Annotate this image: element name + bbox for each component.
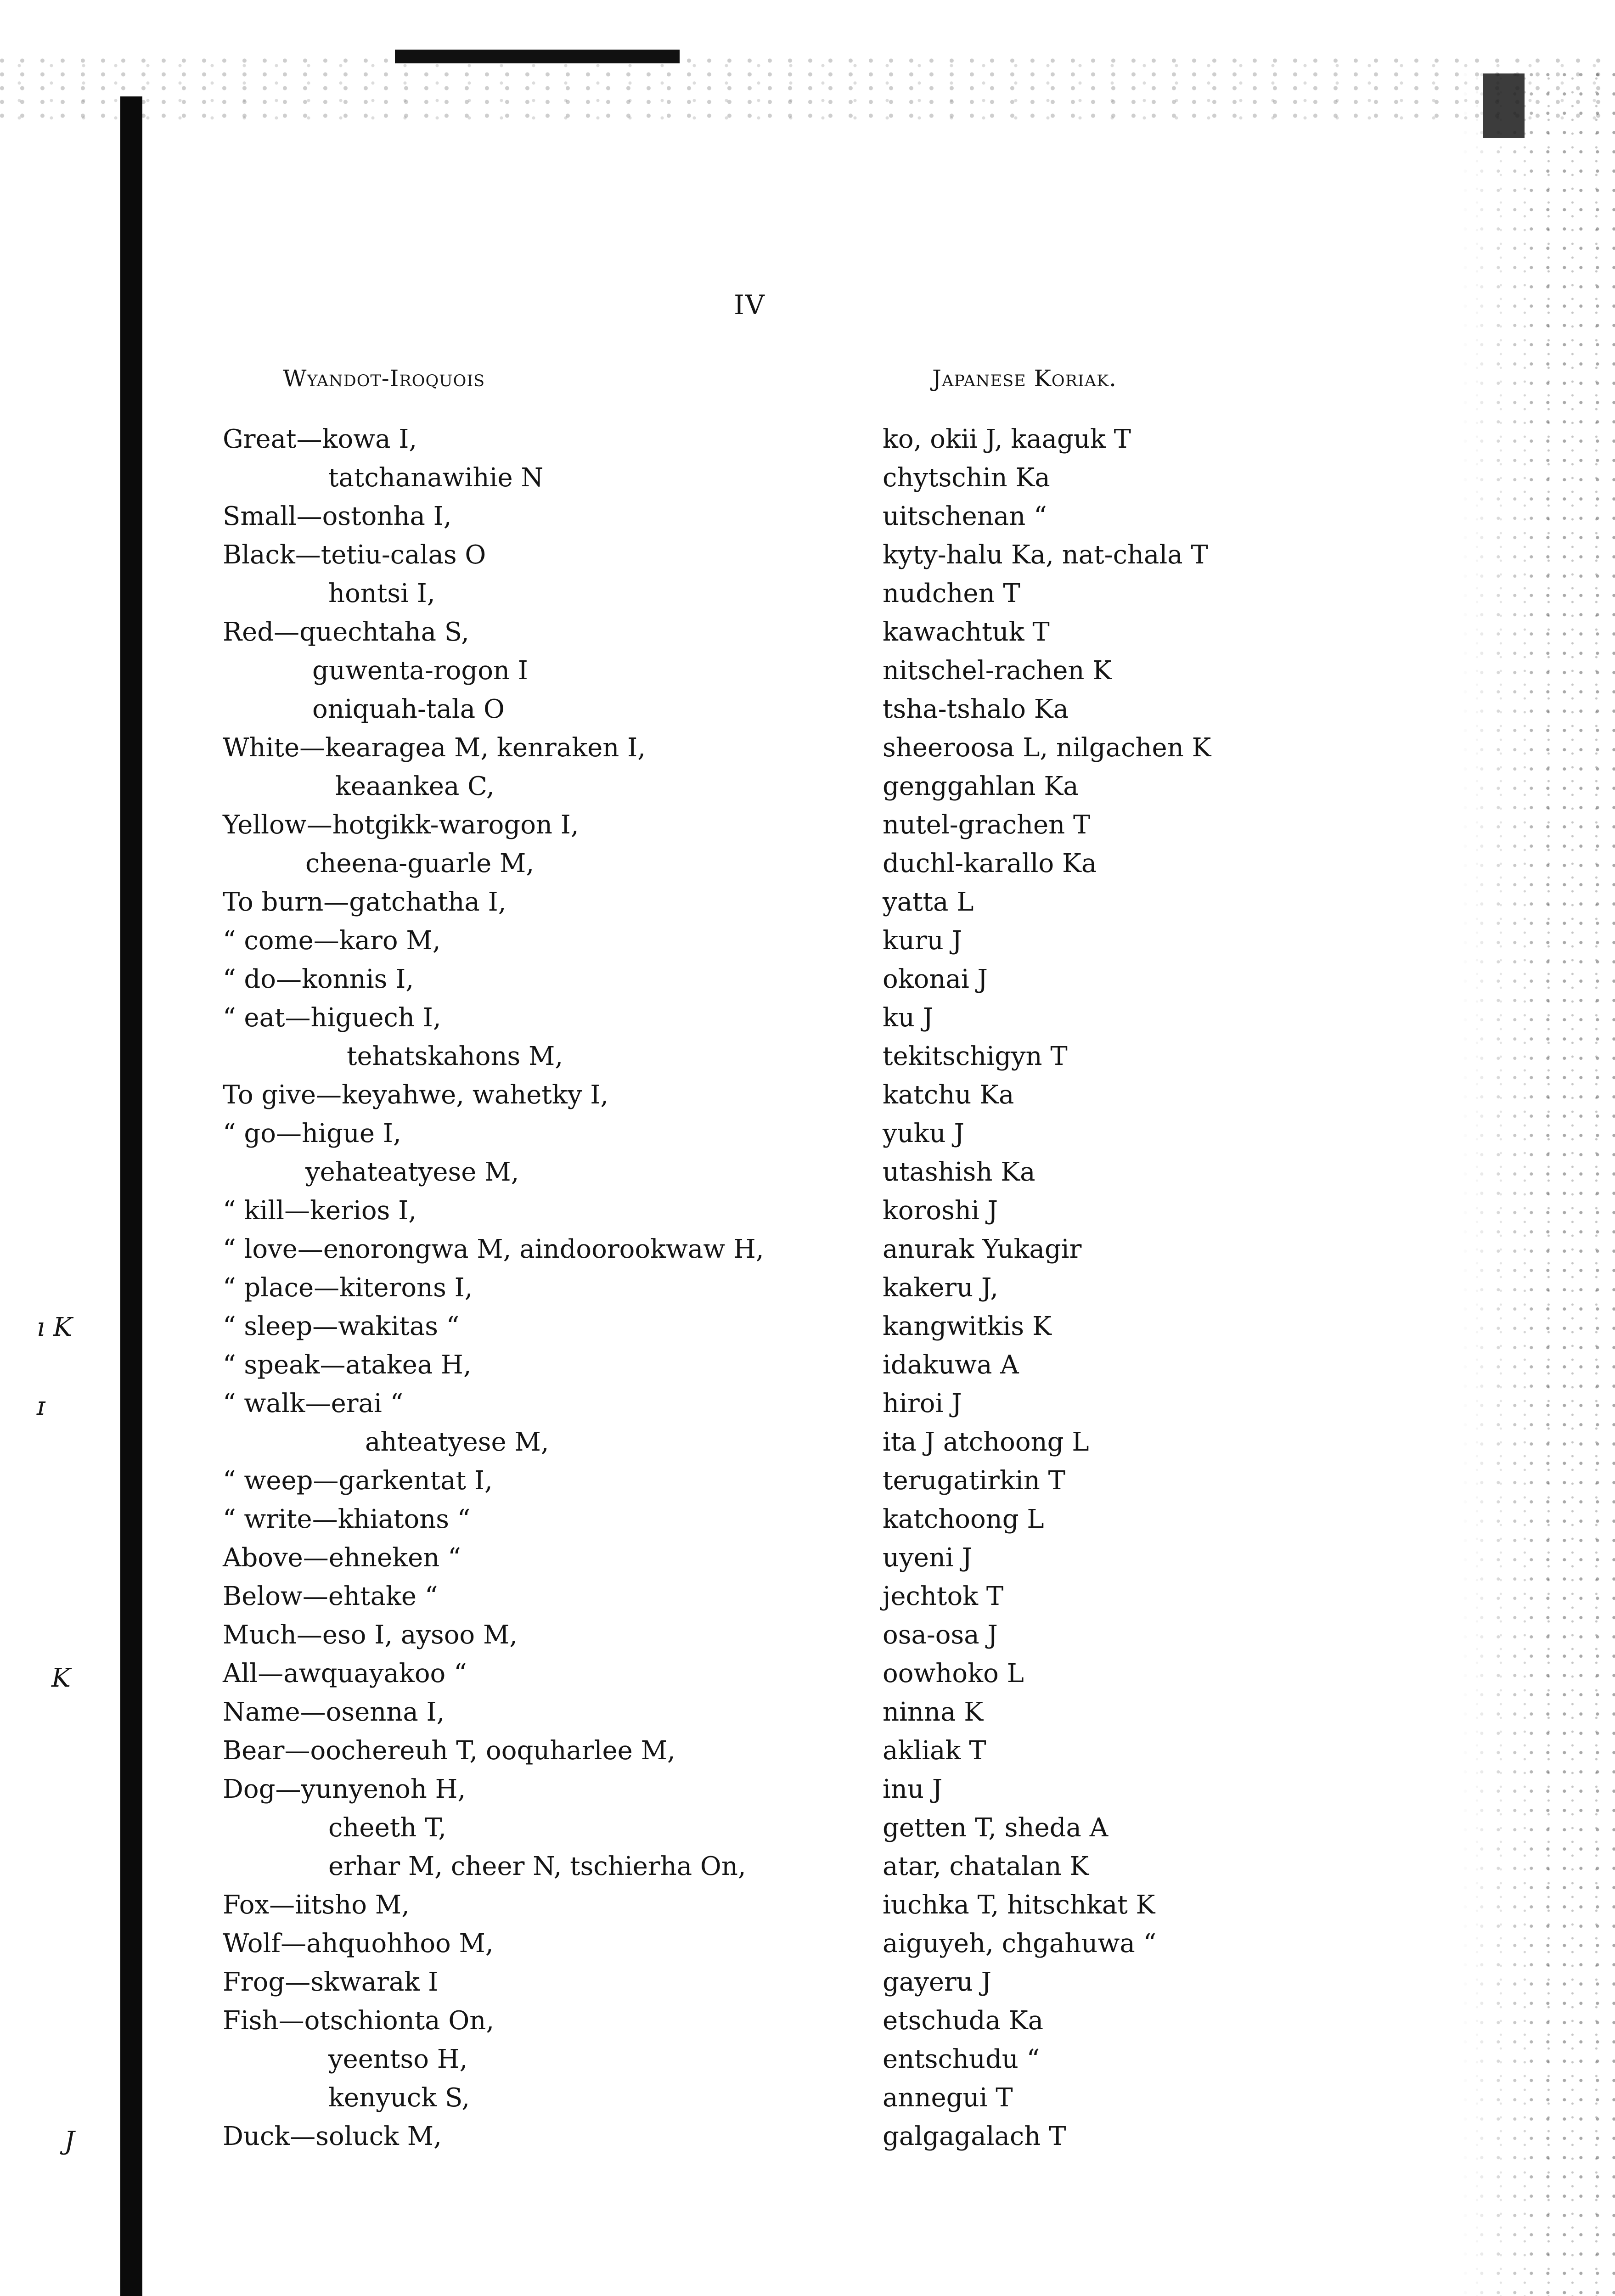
- entry-row: Fish—otschionta On,: [223, 2006, 495, 2036]
- entry-row: okonai J: [883, 964, 988, 994]
- entry-row: osa-osa J: [883, 1620, 998, 1650]
- entry-row: aiguyeh, chgahuwa “: [883, 1929, 1157, 1958]
- entry-row: “ weep—garkentat I,: [223, 1466, 493, 1496]
- entry-row: ko, okii J, kaaguk T: [883, 424, 1131, 454]
- entry-row: Frog—skwarak I: [223, 1967, 439, 1997]
- entry-row: nutel-grachen T: [883, 810, 1091, 840]
- entry-row: getten T, sheda A: [883, 1813, 1109, 1843]
- entry-row: nudchen T: [883, 579, 1020, 608]
- entry-row: katchu Ka: [883, 1080, 1014, 1110]
- entry-row: kuru J: [883, 926, 962, 956]
- entry-row: ahteatyese M,: [365, 1427, 549, 1457]
- entry-row: galgagalach T: [883, 2122, 1066, 2151]
- entry-row: cheeth T,: [328, 1813, 447, 1843]
- entry-row: anurak Yukagir: [883, 1234, 1082, 1264]
- scan-bar-left: [120, 96, 142, 2296]
- margin-note: K: [51, 1663, 71, 1693]
- entry-row: etschuda Ka: [883, 2006, 1044, 2036]
- entry-row: uitschenan “: [883, 501, 1047, 531]
- entry-row: Duck—soluck M,: [223, 2122, 442, 2151]
- entry-row: kakeru J,: [883, 1273, 998, 1303]
- entry-row: Small—ostonha I,: [223, 501, 452, 531]
- entry-row: “ write—khiatons “: [223, 1504, 471, 1534]
- entry-row: kenyuck S,: [328, 2083, 470, 2113]
- entry-row: iuchka T, hitschkat K: [883, 1890, 1155, 1920]
- scan-corner-top-right: [1483, 73, 1525, 138]
- entry-row: yeentso H,: [328, 2044, 468, 2074]
- entry-row: yatta L: [883, 887, 974, 917]
- entry-row: “ place—kiterons I,: [223, 1273, 473, 1303]
- scan-edge-right: [1460, 69, 1615, 2296]
- entry-row: “ kill—kerios I,: [223, 1196, 417, 1226]
- entry-row: Red—quechtaha S,: [223, 617, 469, 647]
- page-number: IV: [734, 289, 765, 321]
- entry-row: duchl-karallo Ka: [883, 849, 1097, 878]
- entry-row: uyeni J: [883, 1543, 973, 1573]
- entry-row: koroshi J: [883, 1196, 998, 1226]
- entry-row: katchoong L: [883, 1504, 1044, 1534]
- entry-row: hiroi J: [883, 1389, 962, 1418]
- entry-row: “ love—enorongwa M, aindoorookwaw H,: [223, 1234, 764, 1264]
- entry-row: tekitschigyn T: [883, 1041, 1068, 1071]
- entry-row: “ eat—higuech I,: [223, 1003, 441, 1033]
- entry-row: akliak T: [883, 1736, 986, 1766]
- entry-row: tatchanawihie N: [328, 463, 544, 493]
- entry-row: “ speak—atakea H,: [223, 1350, 472, 1380]
- entry-row: “ walk—erai “: [223, 1389, 404, 1418]
- entry-row: kangwitkis K: [883, 1311, 1052, 1341]
- entry-row: erhar M, cheer N, tschierha On,: [328, 1851, 746, 1881]
- entry-row: ninna K: [883, 1697, 984, 1727]
- entry-row: keaankea C,: [335, 771, 495, 801]
- entry-row: atar, chatalan K: [883, 1851, 1089, 1881]
- entry-row: Above—ehneken “: [223, 1543, 461, 1573]
- entry-row: Wolf—ahquohhoo M,: [223, 1929, 494, 1958]
- entry-row: kyty-halu Ka, nat-chala T: [883, 540, 1208, 570]
- entry-row: tsha-tshalo Ka: [883, 694, 1069, 724]
- entry-row: idakuwa A: [883, 1350, 1019, 1380]
- entry-row: To burn—gatchatha I,: [223, 887, 506, 917]
- scan-bar-top: [395, 50, 680, 63]
- entry-row: Bear—oochereuh T, ooquharlee M,: [223, 1736, 675, 1766]
- entry-row: “ go—higue I,: [223, 1119, 401, 1148]
- entry-row: “ do—konnis I,: [223, 964, 414, 994]
- entry-row: gayeru J: [883, 1967, 992, 1997]
- entry-row: White—kearagea M, kenraken I,: [223, 733, 646, 763]
- entry-row: oniquah-tala O: [312, 694, 505, 724]
- entry-row: cheena-guarle M,: [305, 849, 535, 878]
- entry-row: genggahlan Ka: [883, 771, 1079, 801]
- margin-note: ı K: [37, 1312, 73, 1342]
- entry-row: Below—ehtake “: [223, 1581, 438, 1611]
- entry-row: utashish Ka: [883, 1157, 1035, 1187]
- entry-row: Black—tetiu-calas O: [223, 540, 486, 570]
- entry-row: chytschin Ka: [883, 463, 1050, 493]
- heading-right: Japanese Koriak.: [932, 365, 1117, 392]
- entry-row: terugatirkin T: [883, 1466, 1065, 1496]
- left-column: [223, 420, 866, 2156]
- entry-row: Great—kowa I,: [223, 424, 417, 454]
- entry-row: nitschel-rachen K: [883, 656, 1112, 686]
- entry-row: yehateatyese M,: [305, 1157, 519, 1187]
- entry-row: oowhoko L: [883, 1659, 1024, 1688]
- entry-row: entschudu “: [883, 2044, 1040, 2074]
- entry-row: Much—eso I, aysoo M,: [223, 1620, 518, 1650]
- entry-row: Name—osenna I,: [223, 1697, 445, 1727]
- entry-row: Fox—iitsho M,: [223, 1890, 410, 1920]
- entry-row: inu J: [883, 1774, 943, 1804]
- entry-row: ku J: [883, 1003, 934, 1033]
- entry-row: guwenta-rogon I: [312, 656, 528, 686]
- entry-row: ita J atchoong L: [883, 1427, 1089, 1457]
- right-column: [883, 420, 1461, 2156]
- entry-row: Dog—yunyenoh H,: [223, 1774, 466, 1804]
- entry-row: sheeroosa L, nilgachen K: [883, 733, 1211, 763]
- entry-row: yuku J: [883, 1119, 964, 1148]
- entry-row: annegui T: [883, 2083, 1013, 2113]
- scan-edge-top: [0, 55, 1615, 124]
- margin-note: J: [64, 2126, 75, 2156]
- entry-row: Yellow—hotgikk-warogon I,: [223, 810, 579, 840]
- margin-note: ɪ: [37, 1391, 45, 1421]
- entry-row: To give—keyahwe, wahetky I,: [223, 1080, 609, 1110]
- entry-row: “ come—karo M,: [223, 926, 441, 956]
- entry-row: jechtok T: [883, 1581, 1004, 1611]
- entry-row: hontsi I,: [328, 579, 435, 608]
- heading-left: Wyandot-Iroquois: [283, 365, 485, 392]
- entry-row: kawachtuk T: [883, 617, 1050, 647]
- entry-row: “ sleep—wakitas “: [223, 1311, 460, 1341]
- entry-row: tehatskahons M,: [347, 1041, 563, 1071]
- entry-row: All—awquayakoo “: [223, 1659, 467, 1688]
